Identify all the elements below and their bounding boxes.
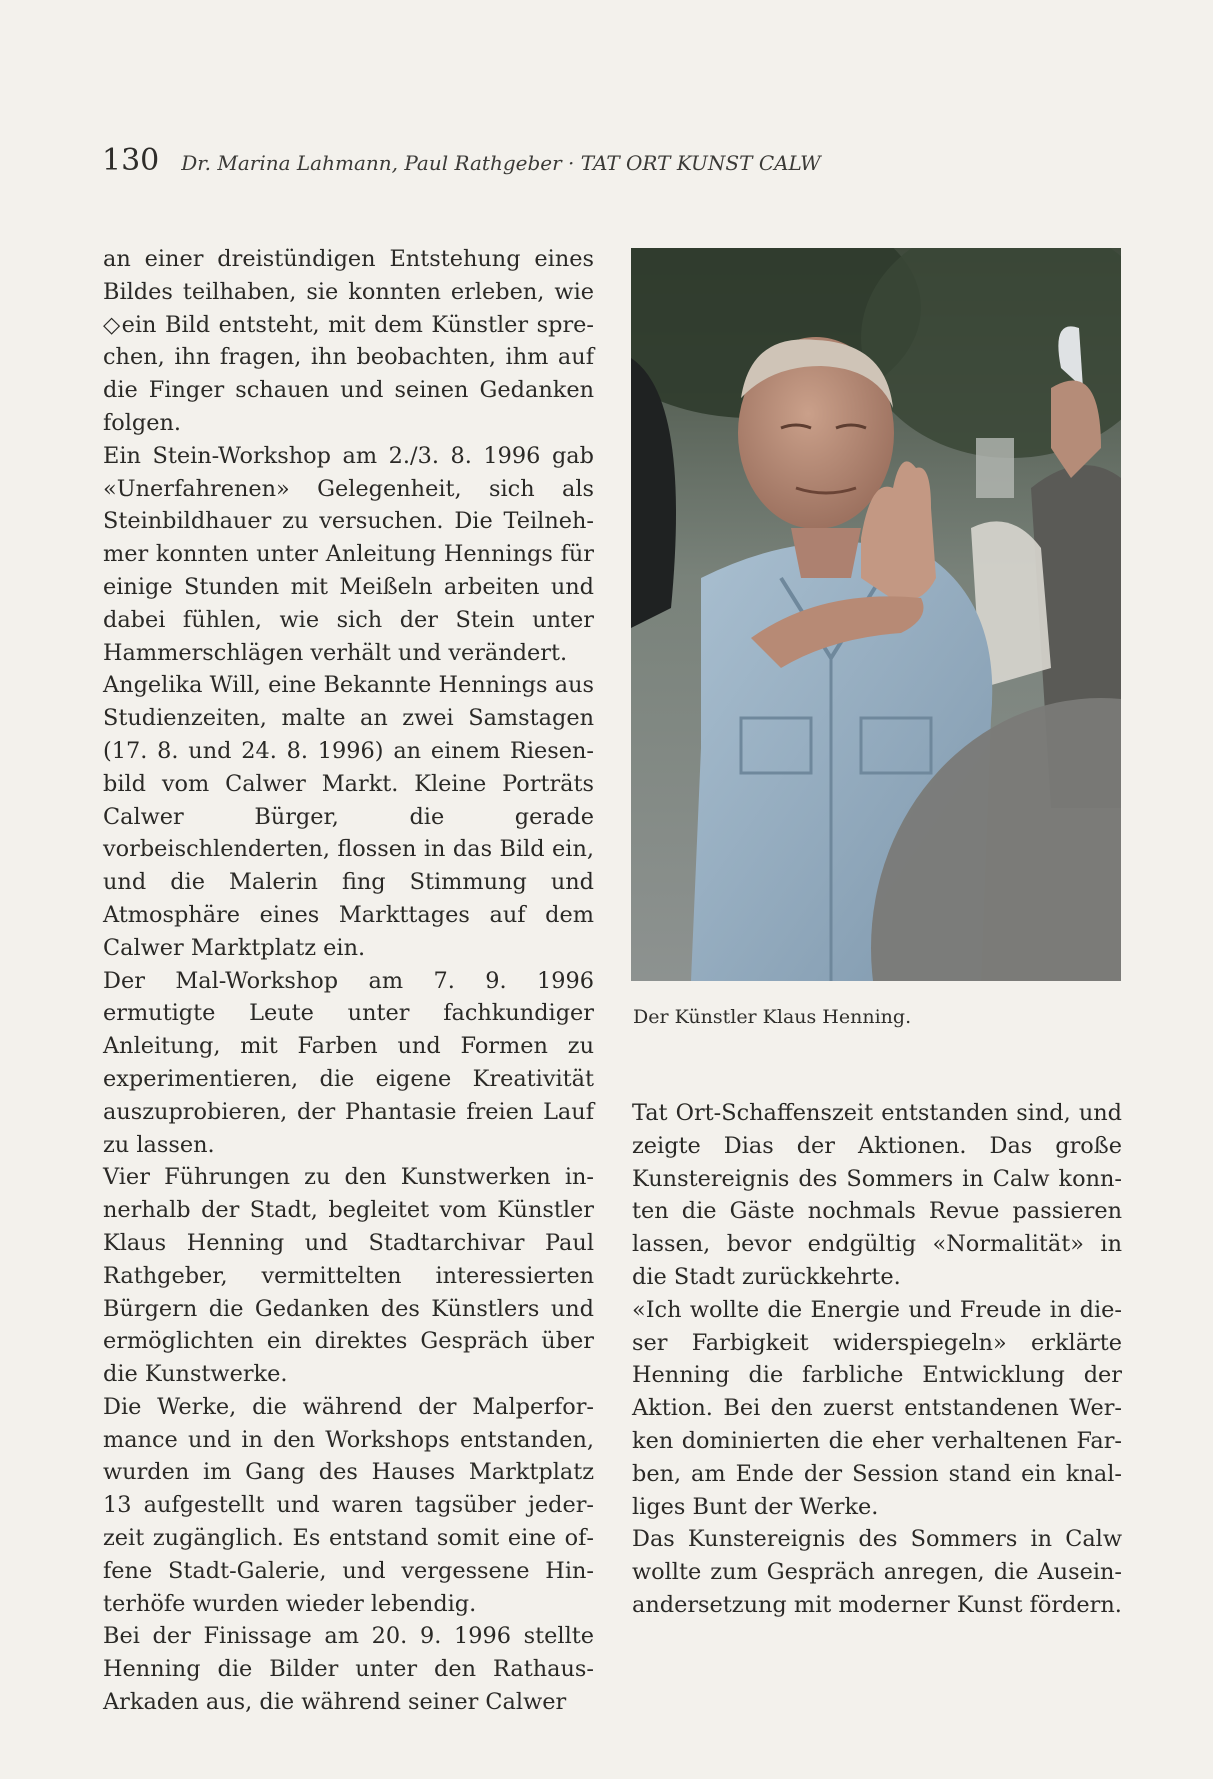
paragraph: Das Kunstereignis des Sommers in Calw wollte zum Gespräch anregen, die Auseinandersetzung mit moderner Kunst fördern.	[632, 1526, 1122, 1618]
paragraph: Die Werke, die während der Malperformance und in den Workshops entstanden, wurden im Gang des Hauses Marktplatz 13 aufgestellt und waren tagsüber jederzeit zugänglich. Es entstand somit eine offene Stadt-Galerie, und vergessene Hinterhöfe wurden wieder lebendig.	[103, 1393, 594, 1617]
paragraph: an einer dreistündigen Entstehung eines Bildes teilhaben, sie konnten erleben, wie ◇ein Bild entsteht, mit dem Künstler sprechen, ihn fragen, ihn beobachten, ihm auf die Finger schauen und seinen Gedanken folgen.	[103, 246, 594, 436]
paragraph: Angelika Will, eine Bekannte Hennings aus Studienzeiten, malte an zwei Samstagen (17. 8. und 24. 8. 1996) an einem Riesenbild vom Calwer Markt. Kleine Porträts Calwer Bürger, die gerade vorbeischlenderten, flossen in das Bild ein, und die Malerin fing Stimmung und Atmosphäre eines Markttages auf dem Calwer Marktplatz ein.	[103, 672, 594, 961]
paragraph: Bei der Finissage am 20. 9. 1996 stellte Henning die Bilder unter den Rathaus-Arkaden aus, die während seiner Calwer	[103, 1623, 594, 1716]
page-header	[102, 143, 821, 178]
paragraph: Der Mal-Workshop am 7. 9. 1996 ermutigte Leute unter fachkundiger Anleitung, mit Farben und Formen zu experimentieren, die eigene Kreativität auszuprobieren, der Phantasie freien Lauf zu lassen.	[103, 967, 594, 1158]
paragraph: Ein Stein-Workshop am 2./3. 8. 1996 gab «Unerfahrenen» Gelegenheit, sich als Steinbildhauer zu versuchen. Die Teilnehmer konnten unter Anleitung Hennings für einige Stunden mit Meißeln arbeiten und dabei fühlen, wie sich der Stein unter Hammerschlägen verhält und verändert.	[103, 442, 594, 666]
paragraph: Vier Führungen zu den Kunstwerken innerhalb der Stadt, begleitet vom Künstler Klaus Henning und Stadtarchivar Paul Rathgeber, vermittelten interessierten Bürgern die Gedanken des Künstlers und ermöglichten ein direktes Gespräch über die Kunstwerke.	[103, 1164, 594, 1388]
paragraph: Tat Ort-Schaffenszeit entstanden sind, und zeigte Dias der Aktionen. Das große Kunstereignis des Sommers in Calw konnten die Gäste nochmals Revue passieren lassen, bevor endgültig «Normalität» in die Stadt zurückkehrte.	[632, 1100, 1122, 1290]
right-column	[632, 1097, 1122, 1622]
running-head: Dr. Marina Lahmann, Paul Rathgeber · TAT ORT KUNST CALW	[181, 151, 821, 175]
artist-photo	[631, 248, 1121, 981]
paragraph: «Ich wollte die Energie und Freude in dieser Farbigkeit widerspiegeln» erklärte Henning die farbliche Entwicklung der Aktion. Bei den zuerst entstandenen Werken dominierten die eher verhaltenen Farben, am Ende der Session stand ein knalliges Bunt der Werke.	[632, 1296, 1122, 1520]
page-number: 130	[102, 143, 160, 178]
photo-caption: Der Künstler Klaus Henning.	[633, 1006, 912, 1028]
left-column	[103, 243, 594, 1719]
artist-photo-illustration	[631, 248, 1121, 981]
